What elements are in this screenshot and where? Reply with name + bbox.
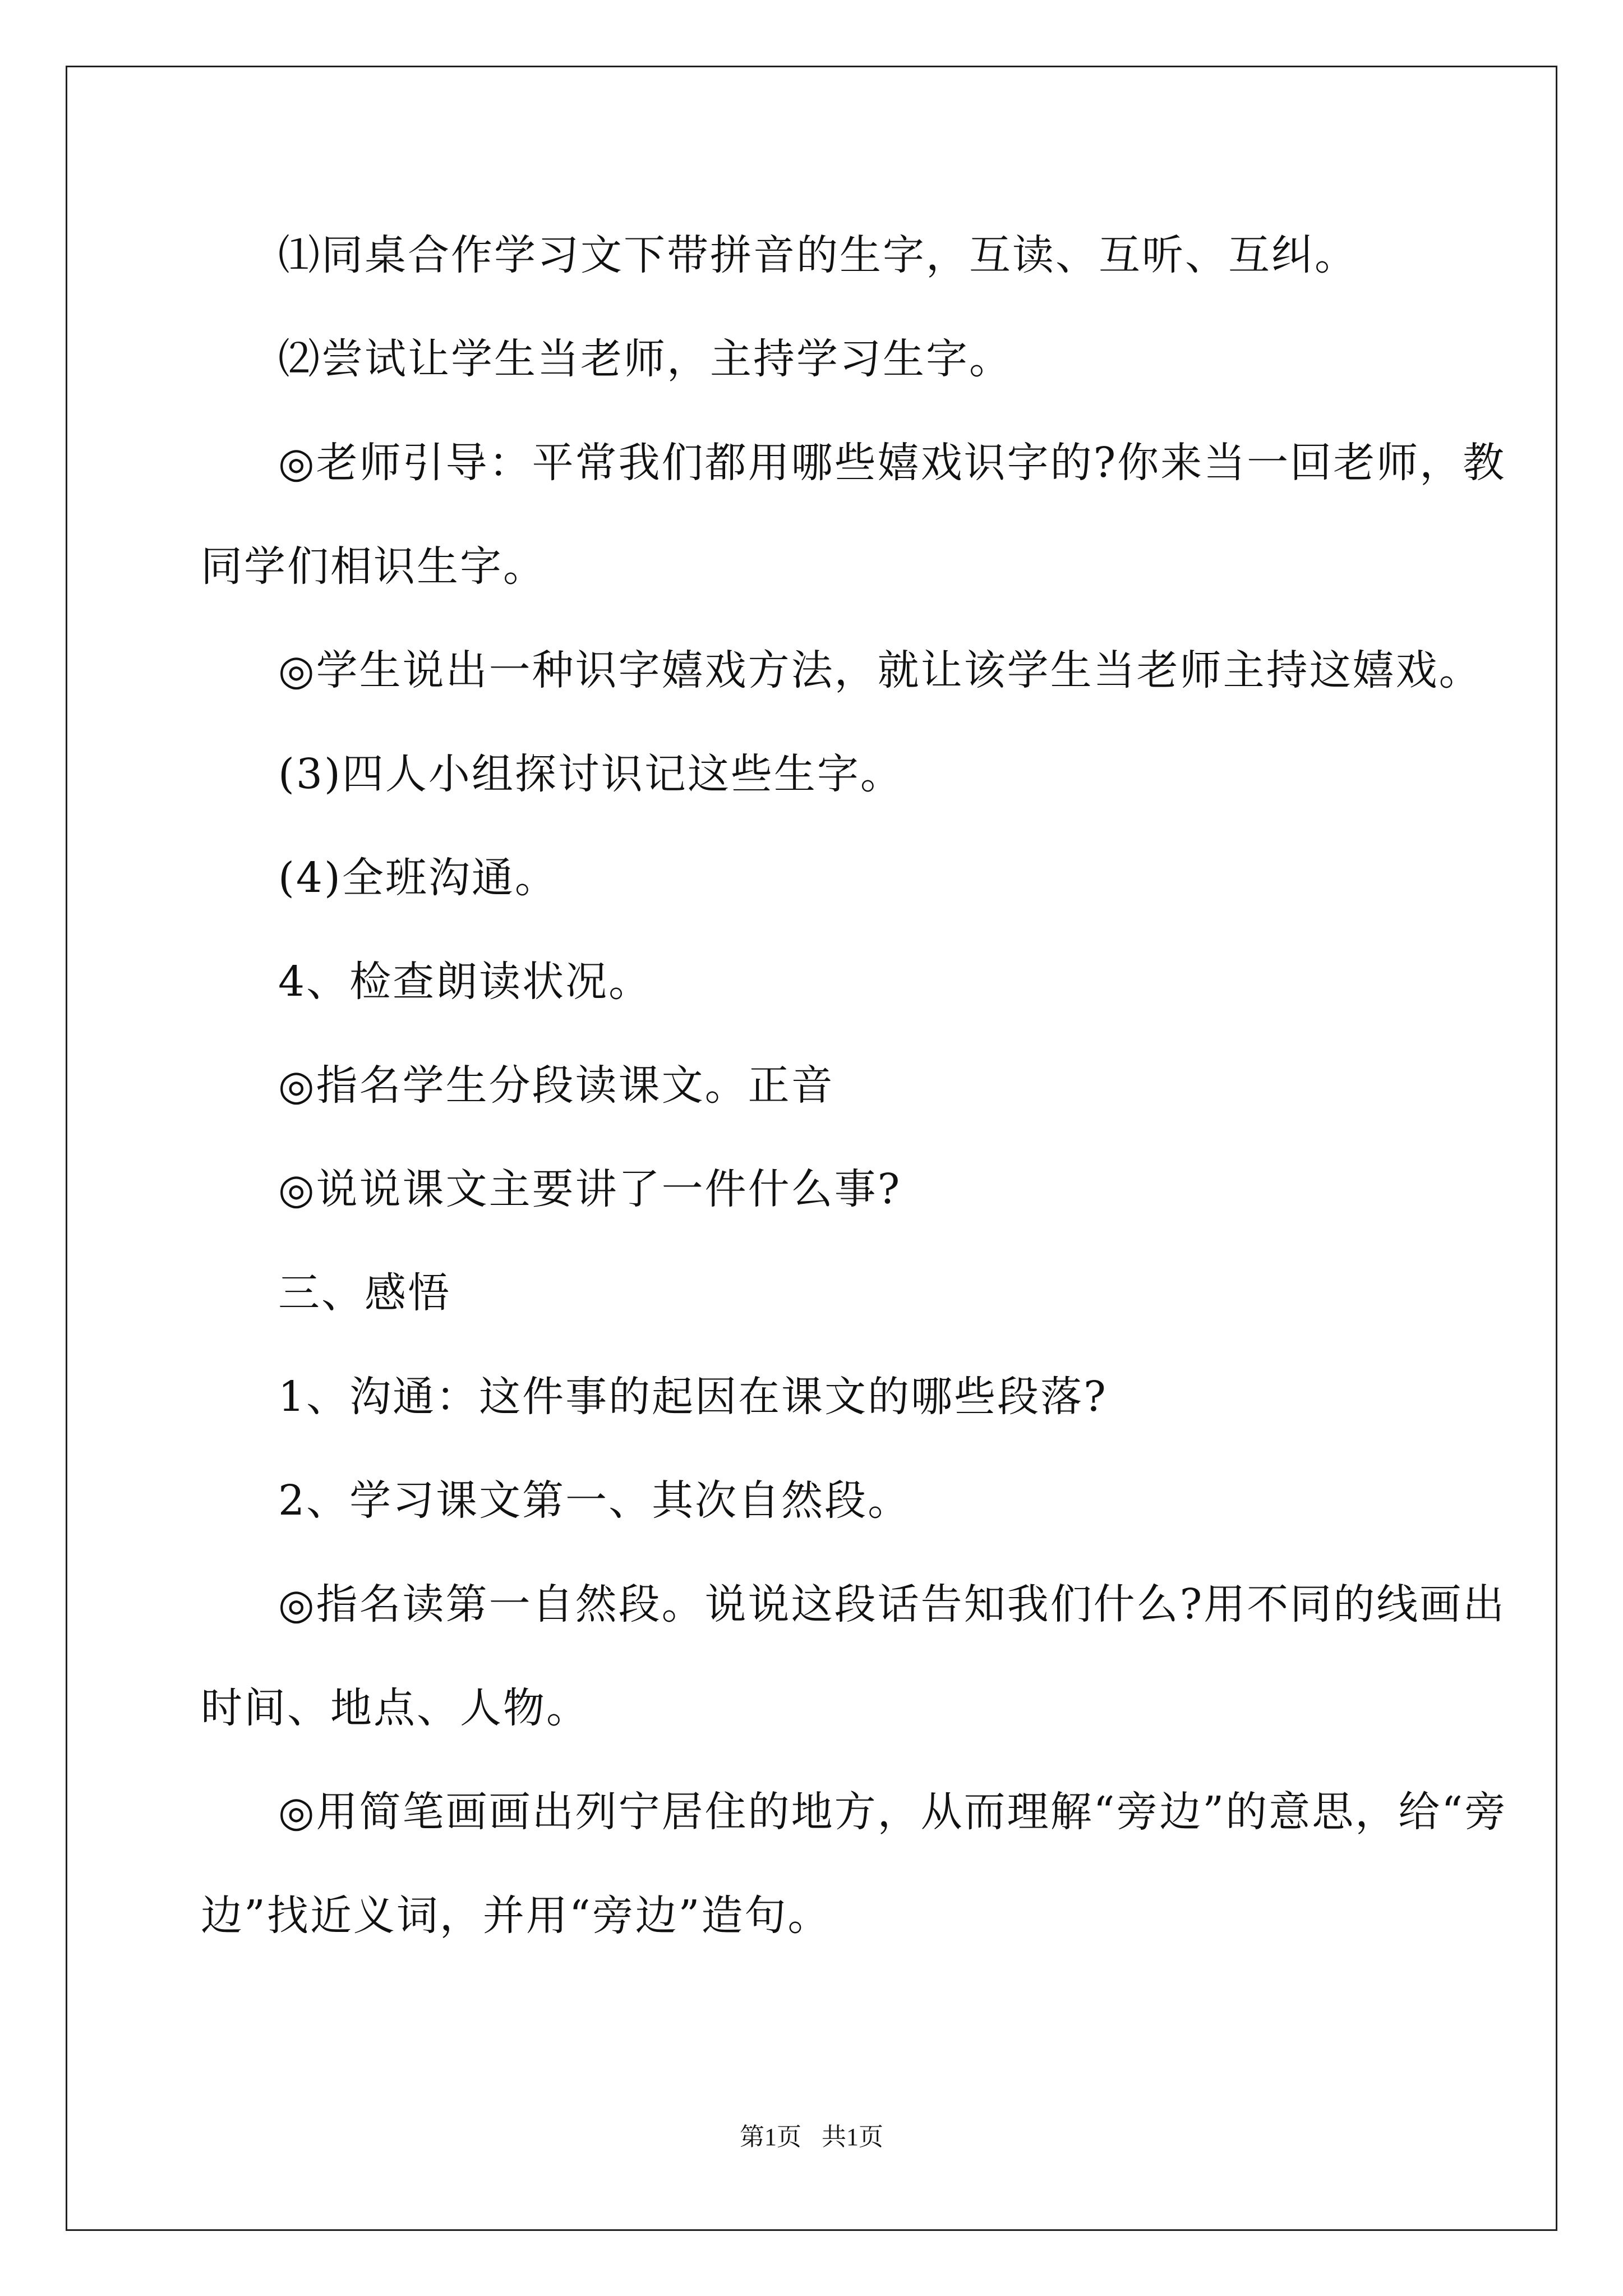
text-line: ⑴同桌合作学习文下带拼音的生字，互读、互听、互纠。 — [278, 231, 1358, 279]
text-line: (4)全班沟通。 — [278, 854, 558, 902]
text-line: (3)四人小组探讨识记这些生字。 — [278, 750, 903, 798]
section-heading: 三、感悟 — [278, 1269, 451, 1317]
total-pages: 共1页 — [822, 2123, 883, 2151]
text-line: ◎说说课文主要讲了一件什么事? — [278, 1165, 902, 1213]
text-line: ◎指名读第一自然段。说说这段话告知我们什么?用不同的线画出 — [278, 1580, 1506, 1628]
text-line: 2、学习课文第一、其次自然段。 — [278, 1476, 911, 1525]
page-number: 第1页 — [740, 2123, 801, 2151]
text-line: 同学们相识生字。 — [201, 542, 546, 591]
text-line: 1、沟通：这件事的起因在课文的哪些段落? — [278, 1373, 1108, 1421]
text-line: ◎老师引导：平常我们都用哪些嬉戏识字的?你来当一回老师，教 — [278, 439, 1506, 487]
page-footer — [0, 2120, 1623, 2154]
text-line: ◎学生说出一种识字嬉戏方法，就让该学生当老师主持这嬉戏。 — [278, 646, 1482, 694]
text-line: ◎用简笔画画出列宁居住的地方，从而理解“旁边”的意思，给“旁 — [278, 1788, 1508, 1836]
text-line: ⑵尝试让学生当老师，主持学习生字。 — [278, 335, 1012, 383]
text-line: 时间、地点、人物。 — [201, 1684, 589, 1732]
text-line: 4、检查朗读状况。 — [278, 958, 652, 1006]
text-line: 边”找近义词，并用“旁边”造句。 — [201, 1892, 831, 1940]
text-line: ◎指名学生分段读课文。正音 — [278, 1061, 834, 1110]
